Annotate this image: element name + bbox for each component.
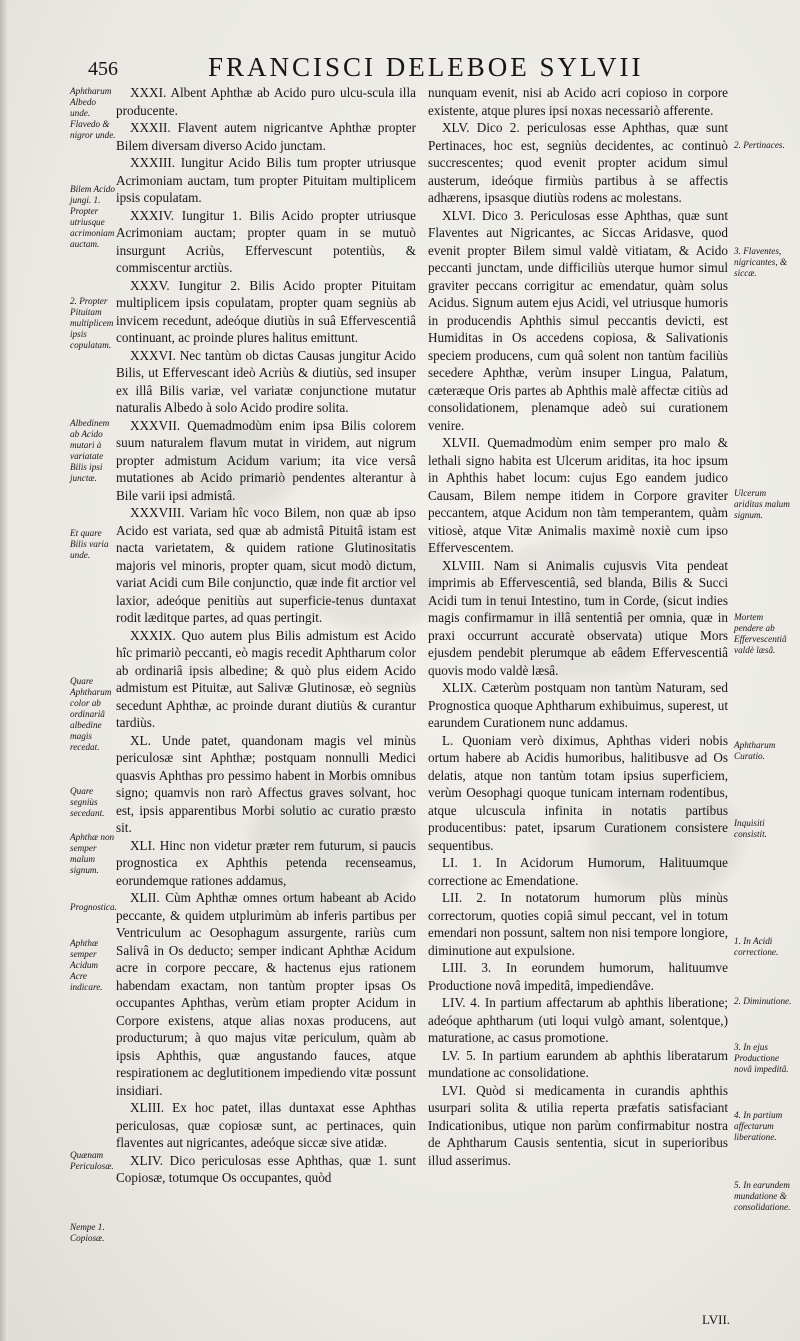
right-column [428, 84, 728, 1169]
margin-note: 2. Diminutione. [734, 996, 792, 1006]
margin-note: 1. In Acidi correctione. [734, 936, 779, 957]
paragraph: XLVII. Quemadmodùm enim semper pro malo & lethali signo habita est Ulcerum ariditas, ita hoc ipsum in Aphthis habet locum: cujus Ego eandem judico Causam, Bilem nempe itidem in Corpore graviter peccantem, atque Acidum non tàm temperantem, quàm vitiosè, atque Vitæ Animalis maximè noxiè cum ipso Effervescentem. [428, 435, 728, 555]
paragraph: XLVI. Dico 3. Periculosas esse Aphthas, quæ sunt Flaventes aut Nigricantes, ac Siccas Aridasve, quod evenit propter Bilem simul valdè vitiatam, & Acido peccanti junctam, unde difficiliùs uterque humor simul graviter peccans corrigitur ac emendatur, quàm solus Acidus. Signum autem ejus Acidi, vel utriusque humoris in producendis Aphthis simul peccantis devicti, est Humiditas in Os accedens copiosa, & Salivationis speciem producens, cum quâ solent non tantùm faciliùs secedere Aphthæ, verùm insuper Lingua, Palatum, cæteræque Oris partes ab Aphthis malè affectæ citiùs ad consolidationem, plenamque adeò sui curationem venire. [428, 207, 728, 433]
margin-note: 4. In partium affectarum liberatione. [734, 1110, 783, 1142]
margin-note: Aphtharum Curatio. [734, 740, 776, 761]
paragraph: LVI. Quòd si medicamenta in curandis aphthis usurpari solita & utilia reperta præfatis satisfaciant Indicationibus, utique non parùm confirmabitur nostra de Aphtharum Causis sententia, sicut in superioribus illud asserimus. [428, 1082, 728, 1168]
paragraph: XXXVII. Quemadmodùm enim ipsa Bilis colorem suum naturalem flavum mutat in viridem, aut nigrum propter admistum Acidum varium; ita vice versâ mutationes ab Acido primariò pendentes alterantur à Bile varii ipsi admistâ. [116, 417, 416, 503]
margin-note: Et quare Bilis varia unde. [70, 528, 109, 560]
paragraph: XXXVI. Nec tantùm ob dictas Causas jungitur Acido Bilis, ut Effervescant ideò Acriùs & diutiùs, sed insuper ex illâ Bilis variæ, vel variatæ conjunctione mutatur naturalis Albedo à solo Acido prodire solita. [116, 347, 416, 415]
page-number: 456 [88, 58, 118, 80]
margin-note: Albedinem ab Acido mutari à variatate Bilis ipsi junctæ. [70, 418, 110, 483]
paragraph: XLVIII. Nam si Animalis cujusvis Vita pendeat imprimis ab Effervescentiâ, sed blanda, Bilis & Succi Acidi tum in tenui Intestino, tum in Corde, (sicut indies magis confirmamur in illâ sententiâ per omnia, quæ in praxi occurrunt accuratè observata) utique Mors ejusdem pendebit plerumque ab eâdem Effervescentiâ quovis modo valdè læsâ. [428, 557, 728, 678]
margin-note: Mortem pendere ab Effervescentiâ valdè læsâ. [734, 612, 787, 655]
paragraph: XXXIII. Iungitur Acido Bilis tum propter utriusque Acrimoniam auctam, tum propter Pituitam multiplicem ipsis copulatam. [116, 155, 416, 205]
margin-note: 3. Flaventes, nigricantes, & siccæ. [734, 246, 788, 278]
paragraph: XXXIX. Quo autem plus Bilis admistum est Acido hîc primariò peccanti, eò magis recedit Aphtharum color ab ordinariâ ipsis albedine; & quò plus eidem Acido admistum est Pituitæ, aut Salivæ Glutinosæ, eò segniùs secedunt Aphthæ, ac proinde durant diutiùs & curantur tardiùs. [116, 627, 416, 730]
paragraph: LII. 2. In notatorum humorum plùs minùs correctorum, quoties copiâ simul peccant, vel in totum emendari non possunt, saltem non nisi tempore longiore, diminutione aut expulsione. [428, 890, 728, 958]
paragraph: XXXI. Albent Aphthæ ab Acido puro ulcu-scula illa producente. [116, 85, 416, 118]
paragraph: LI. 1. In Acidorum Humorum, Halituumque correctione ac Emendatione. [428, 855, 728, 888]
margin-note: Quare Aphtharum color ab ordinariâ albedine magis recedat. [70, 676, 112, 752]
running-head: FRANCISCI DELEBOE SYLVII [208, 52, 644, 82]
paragraph: XXXV. Iungitur 2. Bilis Acido propter Pituitam multiplicem ipsis copulatam, propter quam segniùs ab invicem recedunt, adeóque diutiùs in suâ Effervescentiâ continuant, ac proinde plures halitus emittunt. [116, 277, 416, 345]
page-edge-shadow [0, 0, 8, 1341]
margin-note: Nempe 1. Copiosæ. [70, 1222, 105, 1243]
margin-note: Ulcerum ariditas malum signum. [734, 488, 790, 520]
margin-note: Aphthæ non semper malum signum. [70, 832, 115, 875]
margin-note: 3. In ejus Productione novâ impeditâ. [734, 1042, 789, 1074]
paragraph: XXXII. Flavent autem nigricantve Aphthæ propter Bilem diversam diverso Acido junctam. [116, 120, 416, 153]
paragraph: LIV. 4. In partium affectarum ab aphthis liberatione; adeóque aphtharum (uti loqui vulgò amant, solentque,) maturatione, ac casus promotione. [428, 995, 728, 1045]
margin-note: Inquisiti consistit. [734, 818, 767, 839]
paragraph: XLIX. Cæterùm postquam non tantùm Naturam, sed Prognostica quoque Aphtharum exhibuimus, superest, ut earundem Curationem nunc addamus. [428, 680, 728, 730]
left-column [116, 84, 416, 1187]
paragraph: XLII. Cùm Aphthæ omnes ortum habeant ab Acido peccante, & quidem utplurimùm ab inferis partibus per Ventriculum ac Oesophagum assurgente, rariùs cum Salivâ in Os deducto; semper indicant Aphthæ Acidum acre in corpore peccare, & hactenus ejus rationem habendam exactam, non tantùm propter ipsas Os occupantes Aphthas, verùm etiam propter Acidum in Corpore existens, atque alias noxas producens, aut producturum; à quo majus vitæ periculum, quàm ab ipsis Aphthis, quæ angustando fauces, atque respirationem ac deglutitionem impediendo vitæ possunt insidiari. [116, 890, 416, 1098]
paragraph: XLV. Dico 2. periculosas esse Aphthas, quæ sunt Pertinaces, hoc est, segniùs decidentes, ac continuò succrescentes; quod evenit propter acidum simul austerum, ideóque firmiùs partibus à se affectis adhærens, ipsasque diutiùs rodens ac molestans. [428, 120, 728, 205]
paragraph: XXXIV. Iungitur 1. Bilis Acido propter utriusque Acrimoniam auctam; propter quam in se mutuò insurgunt Acriùs, Effervescunt potentiùs, & commiscentur arctiùs. [116, 207, 416, 275]
margin-note: Quænam Periculosæ. [70, 1150, 114, 1171]
margin-note: Quare segniùs secedant. [70, 786, 105, 818]
margin-note: Aphthæ semper Acidum Acre indicare. [70, 938, 103, 992]
paragraph: LV. 5. In partium earundem ab aphthis liberatarum mundatione ac consolidatione. [428, 1047, 728, 1080]
margin-note: 5. In earundem mundatione & consolidatione. [734, 1180, 791, 1212]
margin-note: Bilem Acido jungi. 1. Propter utriusque acrimoniam auctam. [70, 184, 115, 249]
margin-note: 2. Propter Pituitam multiplicem ipsis copulatam. [70, 296, 114, 350]
paragraph: nunquam evenit, nisi ab Acido acri copioso in corpore existente, atque plures ipsi noxas necessariò afferente. [428, 85, 728, 118]
paragraph: XLIV. Dico periculosas esse Aphthas, quæ 1. sunt Copiosæ, totumque Os occupantes, quòd [116, 1152, 416, 1185]
paragraph: L. Quoniam verò diximus, Aphthas videri nobis ortum habere ab Acidis humoribus, halitibusve ad Os delatis, atque non tantùm totam ipsius superficiem, verùm Oesophagi quoque tunicam internam rodentibus, atque ulcuscula infinita in notatis partibus producentibus: patet, ipsarum Curationem consistere sequentibus. [428, 732, 728, 853]
margin-note: Prognostica. [70, 902, 117, 912]
paragraph: XLI. Hinc non videtur præter rem futurum, si paucis prognostica ex Aphthis petenda recenseamus, eorundemque rationes addamus, [116, 837, 416, 888]
paragraph: XLIII. Ex hoc patet, illas duntaxat esse Aphthas periculosas, quæ copiosæ sunt, ac pertinaces, quin flaventes aut nigricantes, adeóque siccæ sive atidæ. [116, 1100, 416, 1150]
paragraph: LIII. 3. In eorundem humorum, halituumve Productione novâ impeditâ, impediendâve. [428, 960, 728, 993]
margin-note: Aphtharum Albedo unde. Flavedo & nigror unde. [70, 86, 116, 140]
paragraph: XL. Unde patet, quandonam magis vel minùs periculosæ sint Aphthæ; postquam nonnulli Medici quasvis Aphthas pro pessimo habent in Morbis omnibus signo; quamvis non rarò Affectus graves solvant, hoc est, ipsis apparentibus Morbi solutio ac curatio præsto sit. [116, 732, 416, 835]
margin-note: 2. Pertinaces. [734, 140, 785, 150]
catchword: LVII. [702, 1312, 731, 1327]
paragraph: XXXVIII. Variam hîc voco Bilem, non quæ ab ipso Acido est variata, sed quæ ab admistâ Pituitâ istam est nacta varietatem, & quidem ratione Glutinositatis majoris vel minoris, propter quam, sicut modò dictum, variat Acidi cum Bile conjunctio, quæ inde fit arctior vel laxior, adeóque penitiùs aut superficie-tenus duntaxat rodit læditque partes, ad quas pertingit. [116, 505, 416, 625]
